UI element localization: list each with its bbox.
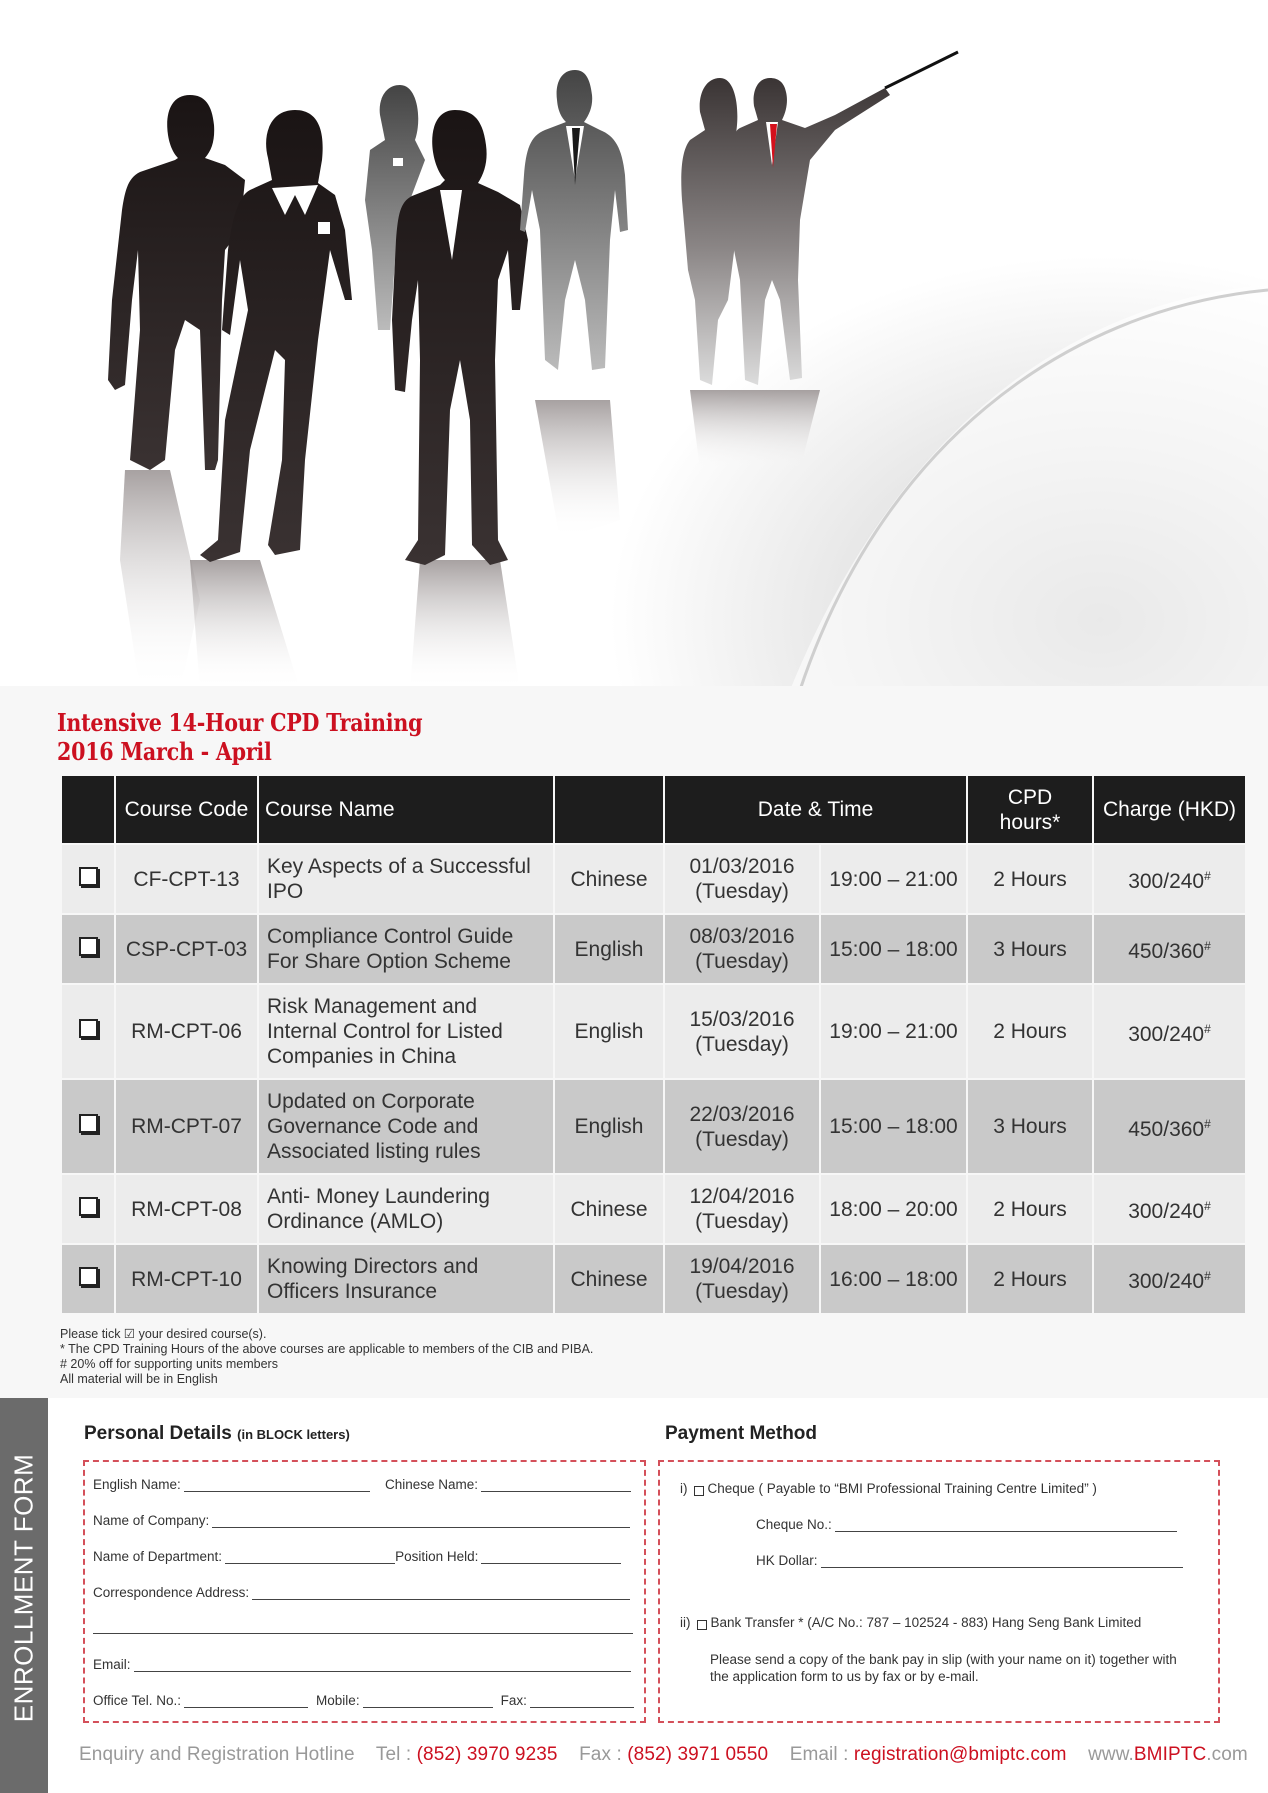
course-time: 16:00 – 18:00 (820, 1244, 967, 1314)
company-label: Name of Company: (93, 1513, 210, 1528)
bank-note-line-2: the application form to us by fax or by e-mail. (710, 1669, 979, 1684)
course-charge (1093, 914, 1246, 984)
note-tick-post: your desired course(s). (135, 1327, 267, 1341)
english-name-input[interactable] (184, 1478, 370, 1492)
course-checkbox[interactable] (79, 867, 98, 886)
bank-transfer-option[interactable] (680, 1615, 1141, 1630)
personal-details-title (84, 1423, 350, 1445)
row-checkbox-cell[interactable] (61, 1174, 115, 1244)
header-language (554, 776, 664, 844)
email-link[interactable]: registration@bmiptc.com (853, 1744, 1067, 1765)
chinese-name-field[interactable] (385, 1477, 631, 1492)
header-cpd-line2: hours* (999, 810, 1061, 834)
course-name: Knowing Directors and Officers Insurance (258, 1244, 554, 1314)
bank-transfer-label: Bank Transfer * (A/C No.: 787 – 102524 - 883) Hang Seng Bank Limited (710, 1615, 1142, 1630)
enrollment-form-sidebar (0, 1398, 48, 1793)
course-code: CSP-CPT-03 (115, 914, 258, 984)
cheque-checkbox[interactable] (694, 1486, 704, 1496)
course-cpd-hours: 3 Hours (967, 1079, 1093, 1174)
business-people-silhouettes (0, 0, 1268, 690)
table-header-row (61, 776, 1246, 844)
contact-field[interactable] (93, 1693, 634, 1708)
header-cpd-hours (967, 776, 1093, 844)
note-tick-pre: Please tick (60, 1327, 124, 1341)
note-discount: # 20% off for supporting units members (60, 1357, 278, 1371)
row-checkbox-cell[interactable] (61, 984, 115, 1079)
note-cpd: * The CPD Training Hours of the above courses are applicable to members of the CIB and PIBA. (60, 1342, 594, 1356)
header-cpd-line1: CPD (1007, 785, 1053, 809)
web-prefix: www. (1088, 1744, 1134, 1765)
bank-transfer-checkbox[interactable] (697, 1620, 707, 1630)
course-time: 18:00 – 20:00 (820, 1174, 967, 1244)
course-charge (1093, 1174, 1246, 1244)
course-date-value: 15/03/2016 (689, 1007, 795, 1031)
header-course-name: Course Name (258, 776, 554, 844)
title-line-1: Intensive 14-Hour CPD Training (57, 708, 423, 737)
web-suffix: .com (1206, 1744, 1248, 1765)
cheque-no-input[interactable] (835, 1518, 1177, 1532)
mobile-input[interactable] (363, 1694, 493, 1708)
department-label: Name of Department: (93, 1549, 223, 1564)
charge-mark: # (1204, 1021, 1211, 1036)
cheque-option[interactable] (680, 1481, 1097, 1496)
office-tel-input[interactable] (184, 1694, 308, 1708)
english-name-label: English Name: (93, 1477, 181, 1492)
course-date (664, 1079, 820, 1174)
address-line-2[interactable] (93, 1620, 633, 1634)
course-code: RM-CPT-07 (115, 1079, 258, 1174)
course-date-value: 08/03/2016 (689, 925, 795, 948)
cheque-label: Cheque ( Payable to “BMI Professional Training Centre Limited” ) (707, 1481, 1097, 1496)
charge-value: 300/240 (1128, 1022, 1205, 1046)
course-checkbox[interactable] (79, 1019, 98, 1038)
course-charge (1093, 984, 1246, 1079)
fax-number: (852) 3971 0550 (627, 1744, 769, 1765)
chinese-name-label: Chinese Name: (385, 1477, 479, 1492)
course-date-value: 12/04/2016 (689, 1185, 795, 1208)
course-day: (Tuesday) (695, 1210, 789, 1233)
table-row (61, 1079, 1246, 1174)
course-date-value: 22/03/2016 (689, 1102, 795, 1126)
charge-mark: # (1204, 939, 1211, 953)
office-tel-label: Office Tel. No.: (93, 1693, 182, 1708)
note-language: All material will be in English (60, 1372, 218, 1386)
tel-number[interactable]: (852) 3970 9235 (416, 1744, 558, 1765)
course-time: 19:00 – 21:00 (820, 844, 967, 914)
hk-dollar-input[interactable] (821, 1554, 1183, 1568)
address-label: Correspondence Address: (93, 1585, 250, 1600)
english-name-field[interactable] (93, 1477, 370, 1492)
course-name: Compliance Control Guide For Share Option Scheme (258, 914, 554, 984)
personal-title-text: Personal Details (84, 1423, 232, 1444)
bank-note (710, 1651, 1177, 1685)
row-checkbox-cell[interactable] (61, 844, 115, 914)
web-brand: BMIPTC (1133, 1744, 1207, 1765)
table-notes (60, 1327, 593, 1387)
charge-mark: # (1204, 1116, 1211, 1131)
course-language: Chinese (554, 1244, 664, 1314)
charge-value: 450/360 (1128, 1117, 1205, 1141)
course-cpd-hours: 2 Hours (967, 1244, 1093, 1314)
course-day: (Tuesday) (695, 1032, 789, 1056)
course-date (664, 914, 820, 984)
table-row (61, 914, 1246, 984)
course-date-value: 01/03/2016 (689, 855, 795, 878)
course-date (664, 844, 820, 914)
course-day: (Tuesday) (695, 1127, 789, 1151)
course-name: Risk Management and Internal Control for Listed Companies in China (258, 984, 554, 1079)
row-checkbox-cell[interactable] (61, 1079, 115, 1174)
payment-method-title: Payment Method (665, 1423, 818, 1444)
personal-title-sub: (in BLOCK letters) (237, 1427, 350, 1442)
course-day: (Tuesday) (695, 880, 789, 903)
course-table (60, 776, 1247, 1315)
charge-value: 300/240 (1128, 870, 1205, 893)
course-checkbox[interactable] (79, 1114, 98, 1133)
course-cpd-hours: 2 Hours (967, 844, 1093, 914)
position-input[interactable] (481, 1550, 621, 1564)
course-time: 15:00 – 18:00 (820, 914, 967, 984)
course-name: Updated on Corporate Governance Code and Associated listing rules (258, 1079, 554, 1174)
page-title (57, 708, 422, 766)
email-label: Email: (93, 1657, 131, 1672)
bank-number: ii) (680, 1615, 691, 1630)
hero-illustration (0, 0, 1268, 690)
charge-value: 450/360 (1128, 940, 1205, 963)
course-name: Anti- Money Laundering Ordinance (AMLO) (258, 1174, 554, 1244)
course-cpd-hours: 2 Hours (967, 1174, 1093, 1244)
course-charge (1093, 844, 1246, 914)
course-charge (1093, 1244, 1246, 1314)
mobile-label: Mobile: (316, 1693, 360, 1708)
email-input[interactable] (134, 1658, 631, 1672)
address-input-2[interactable] (93, 1620, 633, 1634)
fax-label: Fax : (579, 1744, 622, 1765)
course-cpd-hours: 2 Hours (967, 984, 1093, 1079)
course-language: Chinese (554, 1174, 664, 1244)
course-date (664, 1244, 820, 1314)
header-charge: Charge (HKD) (1093, 776, 1246, 844)
note-tick (60, 1327, 593, 1342)
table-row (61, 1244, 1246, 1314)
email-field[interactable] (93, 1657, 631, 1672)
course-charge (1093, 1079, 1246, 1174)
course-checkbox[interactable] (79, 1197, 98, 1216)
hk-dollar-label: HK Dollar: (756, 1553, 818, 1568)
email-label: Email : (789, 1744, 849, 1765)
course-checkbox[interactable] (79, 937, 98, 956)
address-input[interactable] (252, 1586, 630, 1600)
course-code: RM-CPT-10 (115, 1244, 258, 1314)
cheque-no-label: Cheque No.: (756, 1517, 832, 1532)
row-checkbox-cell[interactable] (61, 914, 115, 984)
cheque-number: i) (680, 1481, 688, 1496)
tel-label: Tel : (375, 1744, 412, 1765)
cheque-no-field[interactable] (756, 1517, 1177, 1532)
course-checkbox[interactable] (79, 1267, 98, 1286)
course-day: (Tuesday) (695, 1280, 789, 1303)
course-code: RM-CPT-08 (115, 1174, 258, 1244)
title-line-2: 2016 March - April (57, 737, 272, 766)
course-day: (Tuesday) (695, 950, 789, 973)
fax-input[interactable] (530, 1694, 634, 1708)
course-language: Chinese (554, 844, 664, 914)
bank-note-line-1: Please send a copy of the bank pay in slip (with your name on it) together with (710, 1652, 1177, 1667)
address-field[interactable] (93, 1585, 630, 1600)
charge-mark: # (1204, 869, 1211, 883)
course-language: English (554, 984, 664, 1079)
course-time: 15:00 – 18:00 (820, 1079, 967, 1174)
course-language: English (554, 1079, 664, 1174)
course-cpd-hours: 3 Hours (967, 914, 1093, 984)
sidebar-label: ENROLLMENT FORM (8, 1453, 39, 1723)
hk-dollar-field[interactable] (756, 1553, 1183, 1568)
charge-mark: # (1204, 1199, 1211, 1213)
charge-value: 300/240 (1128, 1270, 1205, 1293)
fax-label: Fax: (500, 1693, 527, 1708)
header-course-code: Course Code (115, 776, 258, 844)
header-date-time: Date & Time (664, 776, 967, 844)
course-code: CF-CPT-13 (115, 844, 258, 914)
course-time: 19:00 – 21:00 (820, 984, 967, 1079)
header-checkbox (61, 776, 115, 844)
hotline-label: Enquiry and Registration Hotline (79, 1744, 355, 1765)
website-link[interactable] (1088, 1744, 1248, 1765)
table-row (61, 984, 1246, 1079)
department-input[interactable] (225, 1550, 395, 1564)
contact-footer (79, 1744, 1248, 1766)
tick-icon: ☑ (123, 1327, 136, 1341)
course-name: Key Aspects of a Successful IPO (258, 844, 554, 914)
course-date-value: 19/04/2016 (689, 1255, 795, 1278)
company-field[interactable] (93, 1513, 630, 1528)
company-input[interactable] (212, 1514, 630, 1528)
row-checkbox-cell[interactable] (61, 1244, 115, 1314)
position-label: Position Held: (395, 1549, 479, 1564)
course-date (664, 984, 820, 1079)
course-date (664, 1174, 820, 1244)
table-row (61, 1174, 1246, 1244)
department-field[interactable] (93, 1549, 621, 1564)
table-row (61, 844, 1246, 914)
course-code: RM-CPT-06 (115, 984, 258, 1079)
charge-mark: # (1204, 1269, 1211, 1283)
chinese-name-input[interactable] (481, 1478, 631, 1492)
course-language: English (554, 914, 664, 984)
charge-value: 300/240 (1128, 1200, 1205, 1223)
